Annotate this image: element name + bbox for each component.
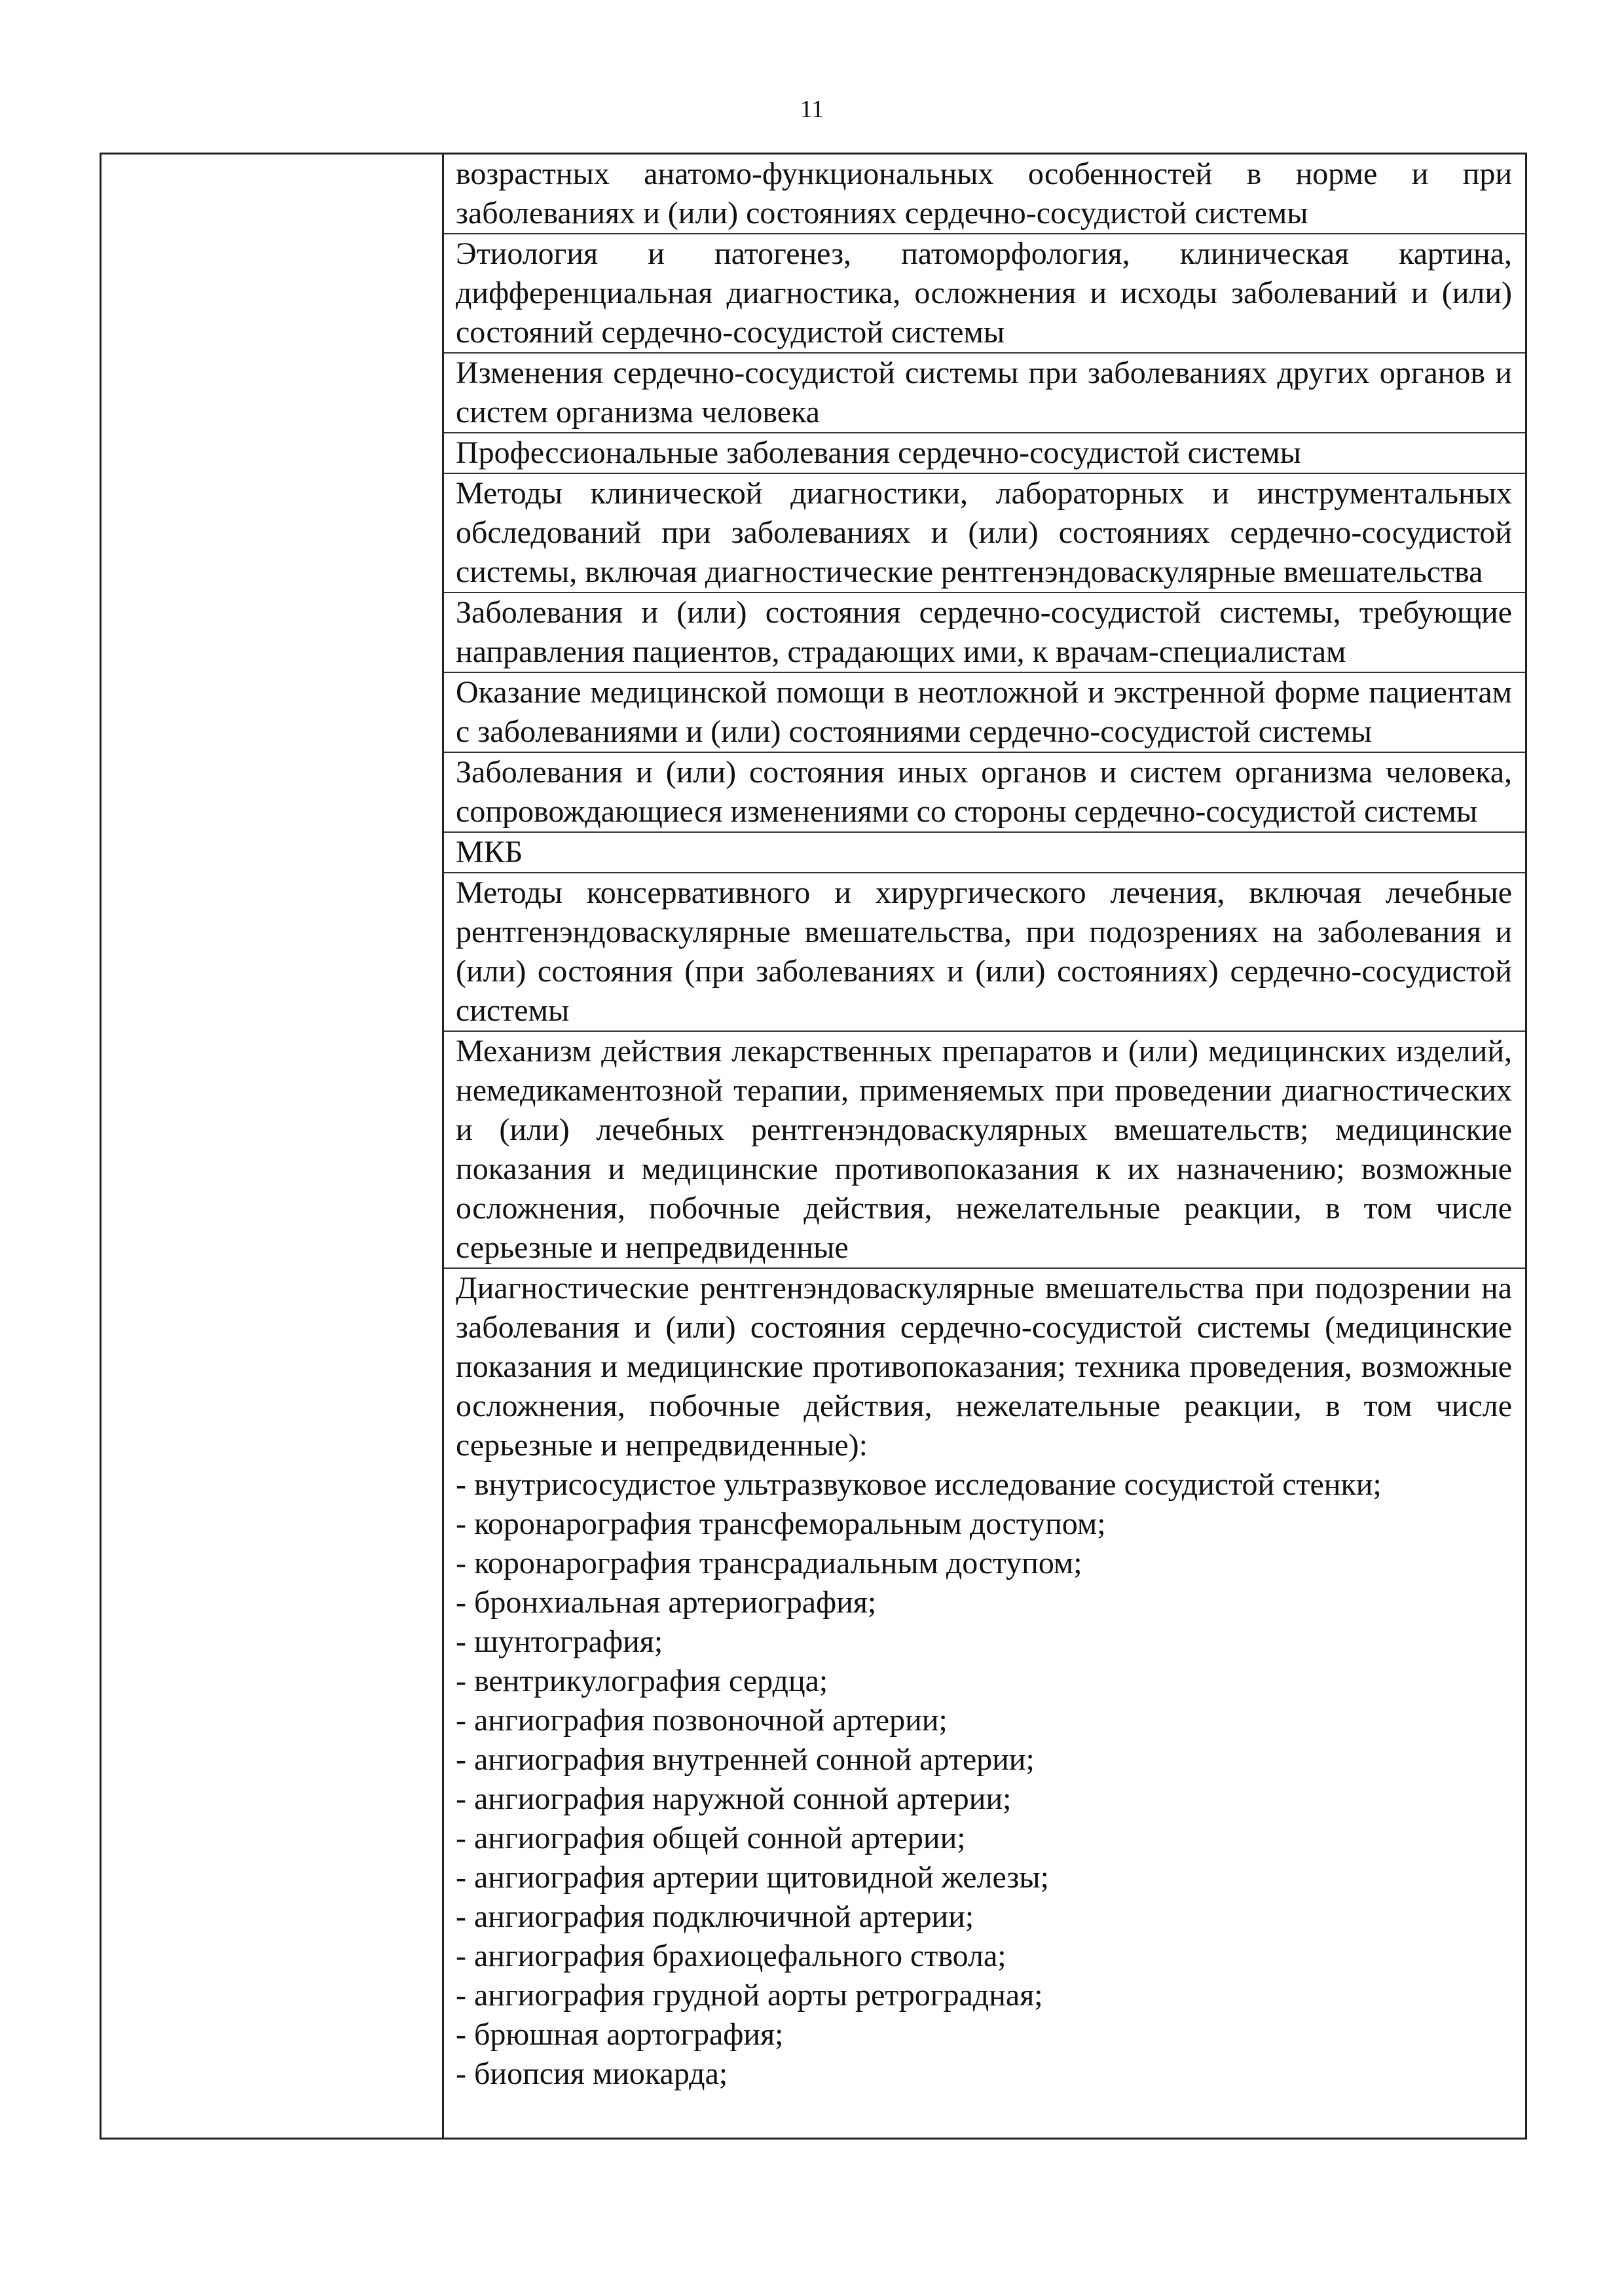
list-item: - ангиография артерии щитовидной железы;: [456, 1860, 1049, 1895]
list-item: - ангиография наружной сонной артерии;: [456, 1781, 1012, 1816]
table-row: [444, 433, 1525, 474]
list-item: - ангиография внутренней сонной артерии;: [456, 1742, 1035, 1777]
table-row: [444, 234, 1525, 354]
list-item: - биопсия миокарда;: [456, 2056, 728, 2091]
list-item: - ангиография общей сонной артерии;: [456, 1821, 966, 1855]
table-row: [444, 1032, 1525, 1269]
row-text: Заболевания и (или) состояния сердечно-сосудистой системы, требующие направления пациентов, страдающих ими, к врачам-специалистам: [456, 595, 1512, 669]
list-item: - коронарография трансрадиальным доступом;: [456, 1546, 1082, 1580]
row-text: Этиология и патогенез, патоморфология, клиническая картина, дифференциальная диагностика, осложнения и исходы заболеваний и (или) состояний сердечно-сосудистой системы: [456, 236, 1512, 350]
table-row: [444, 753, 1525, 833]
table-row: [444, 155, 1525, 234]
list-item: - ангиография брахиоцефального ствола;: [456, 1939, 1006, 1973]
row-text: Изменения сердечно-сосудистой системы при заболеваниях других органов и систем организма человека: [456, 355, 1512, 429]
list-item: - брюшная аортография;: [456, 2017, 784, 2052]
list-item: - ангиография подключичной артерии;: [456, 1899, 974, 1934]
list-item: - вентрикулография сердца;: [456, 1664, 828, 1698]
row-text: Механизм действия лекарственных препаратов и (или) медицинских изделий, немедикаментозной терапии, применяемых при проведении диагностических и (или) лечебных рентгенэндоваскулярных вмешательств; медицинские показания и медицинские противопоказания к их назначению; возможные осложнения, побочные действия, нежелательные реакции, в том числе серьезные и непредвиденные: [456, 1034, 1512, 1265]
row-text: Методы клинической диагностики, лабораторных и инструментальных обследований при заболеваниях и (или) состояниях сердечно-сосудистой системы, включая диагностические рентгенэндоваскулярные вмешательства: [456, 476, 1512, 589]
row-text: Оказание медицинской помощи в неотложной и экстренной форме пациентам с заболеваниями и (или) состояниями сердечно-сосудистой системы: [456, 675, 1512, 749]
requirements-table: [100, 153, 1527, 2140]
row-text: Профессиональные заболевания сердечно-сосудистой системы: [456, 435, 1301, 470]
table-row: [444, 673, 1525, 753]
table-row: [444, 873, 1525, 1032]
row-text: возрастных анатомо-функциональных особенностей в норме и при заболеваниях и (или) состояниях сердечно-сосудистой системы: [456, 156, 1512, 230]
list-item: - внутрисосудистое ультразвуковое исследование сосудистой стенки;: [456, 1467, 1382, 1502]
row-text: Методы консервативного и хирургического лечения, включая лечебные рентгенэндоваскулярные вмешательства, при подозрениях на заболевания и (или) состояния (при заболеваниях и (или) состояниях) сердечно-сосудистой системы: [456, 875, 1512, 1028]
list-item: - ангиография позвоночной артерии;: [456, 1703, 948, 1738]
table-row: [444, 593, 1525, 673]
list-item: - коронарография трансфеморальным доступом;: [456, 1506, 1106, 1541]
table-row: [444, 833, 1525, 873]
list-item: - ангиография грудной аорты ретроградная;: [456, 1978, 1043, 2013]
table-row-diagnostic-interventions: [444, 1269, 1525, 2138]
page-number: 11: [800, 96, 824, 123]
list-item: - бронхиальная артериография;: [456, 1585, 877, 1620]
row-text: Заболевания и (или) состояния иных органов и систем организма человека, сопровождающиеся изменениями со стороны сердечно-сосудистой системы: [456, 755, 1512, 829]
list-item: - шунтография;: [456, 1624, 663, 1659]
row-intro-text: Диагностические рентгенэндоваскулярные вмешательства при подозрении на заболевания и (или) состояния сердечно-сосудистой системы (медицинские показания и медицинские противопоказания; техника проведения, возможные осложнения, побочные действия, нежелательные реакции, в том числе серьезные и непредвиденные):: [456, 1271, 1512, 1463]
table-left-column: [101, 155, 444, 2138]
table-row: [444, 474, 1525, 593]
table-row: [444, 354, 1525, 433]
row-text: МКБ: [456, 835, 523, 869]
table-right-column: [444, 155, 1525, 2138]
